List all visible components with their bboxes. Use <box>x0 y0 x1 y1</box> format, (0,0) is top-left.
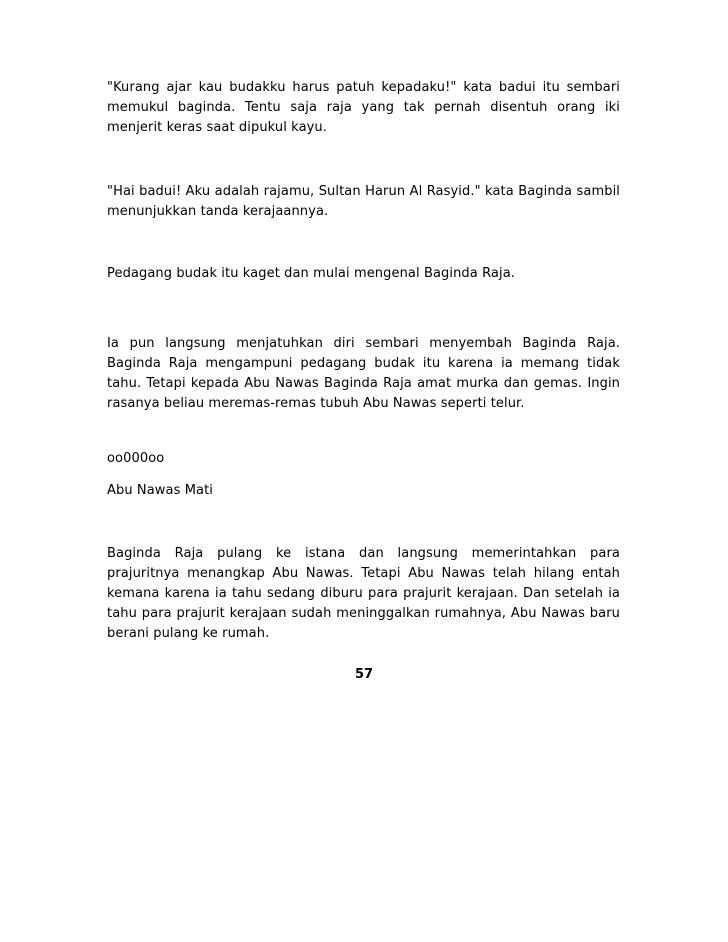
section-title: Abu Nawas Mati <box>107 483 214 498</box>
paragraph-badui-beats-king: "Kurang ajar kau budakku harus patuh kepadaku!" kata badui itu sembari memukul baginda. Tentu saja raja yang tak pernah disentuh orang iki menjerit keras saat dipukul kayu. <box>107 80 620 135</box>
paragraph-trader-pardoned: Ia pun langsung menjatuhkan diri sembari menyembah Baginda Raja. Baginda Raja mengampuni pedagang budak itu karena ia memang tidak tahu. Tetapi kepada Abu Nawas Baginda Raja amat murka dan gemas. Ingin rasanya beliau meremas-remas tubuh Abu Nawas seperti telur. <box>107 336 620 411</box>
section-separator: oo000oo <box>107 451 165 466</box>
paragraph-king-reveals-identity: "Hai badui! Aku adalah rajamu, Sultan Harun Al Rasyid." kata Baginda sambil menunjukkan tanda kerajaannya. <box>107 184 620 219</box>
paragraph-abu-nawas-hunted: Baginda Raja pulang ke istana dan langsung memerintahkan para prajuritnya menangkap Abu Nawas. Tetapi Abu Nawas telah hilang entah kemana karena ia tahu sedang diburu para prajurit kerajaan. Dan setelah ia tahu para prajurit kerajaan sudah meninggalkan rumahnya, Abu Nawas baru berani pulang ke rumah. <box>107 546 620 641</box>
paragraph-trader-shocked: Pedagang budak itu kaget dan mulai mengenal Baginda Raja. <box>107 266 516 281</box>
page-number: 57 <box>354 667 374 682</box>
